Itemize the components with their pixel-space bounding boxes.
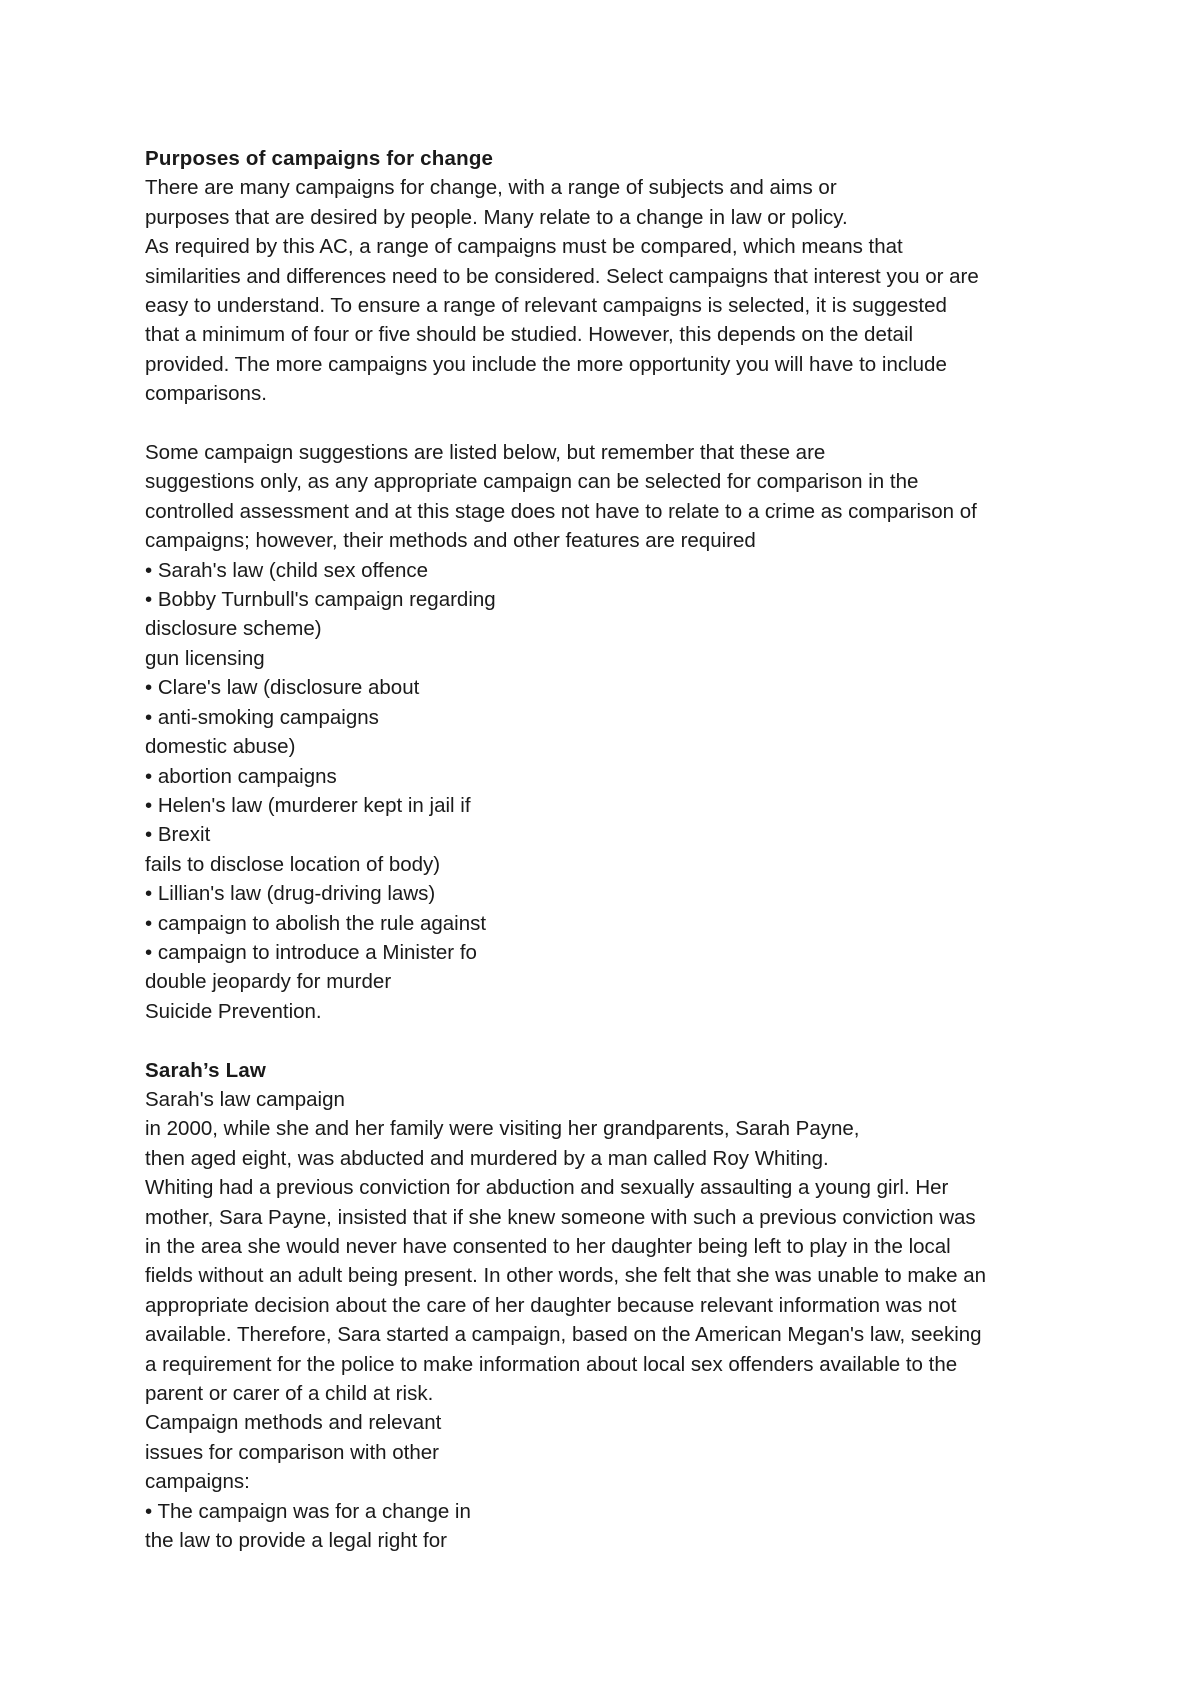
paragraph-line: then aged eight, was abducted and murdered by a man called Roy Whiting. — [145, 1146, 829, 1170]
list-item: double jeopardy for murder — [145, 970, 392, 994]
paragraph-line: appropriate decision about the care of her daughter because relevant information was not — [145, 1293, 957, 1317]
paragraph-line: fields without an adult being present. In other words, she felt that she was unable to make an — [145, 1264, 987, 1288]
paragraph-line: Some campaign suggestions are listed below, but remember that these are — [145, 441, 826, 465]
paragraph-line: campaigns: — [145, 1470, 250, 1494]
paragraph-line: easy to understand. To ensure a range of relevant campaigns is selected, it is suggested — [145, 294, 947, 318]
section-heading-purposes: Purposes of campaigns for change — [145, 147, 494, 170]
paragraph-line: mother, Sara Payne, insisted that if she knew someone with such a previous conviction was — [145, 1205, 976, 1229]
paragraph-line: controlled assessment and at this stage does not have to relate to a crime as comparison of — [145, 499, 977, 523]
list-item: • Sarah's law (child sex offence — [145, 558, 429, 582]
list-item: • campaign to abolish the rule against — [145, 911, 487, 935]
list-item: • Brexit — [145, 823, 211, 847]
paragraph-line: Whiting had a previous conviction for abduction and sexually assaulting a young girl. Her — [145, 1176, 949, 1200]
paragraph-line: suggestions only, as any appropriate campaign can be selected for comparison in the — [145, 470, 919, 494]
list-item: • The campaign was for a change in — [145, 1499, 471, 1523]
paragraph-line: provided. The more campaigns you include the more opportunity you will have to include — [145, 352, 947, 376]
list-item: • Helen's law (murderer kept in jail if — [145, 793, 471, 817]
list-item: • abortion campaigns — [145, 764, 337, 788]
list-item: fails to disclose location of body) — [145, 852, 441, 876]
paragraph-line: issues for comparison with other — [145, 1440, 439, 1464]
paragraph-line: Sarah's law campaign — [145, 1087, 345, 1111]
list-item: the law to provide a legal right for — [145, 1529, 447, 1553]
paragraph-line: campaigns; however, their methods and other features are required — [145, 529, 756, 553]
paragraph-line: that a minimum of four or five should be studied. However, this depends on the detail — [145, 323, 914, 347]
section-heading-sarahs-law: Sarah’s Law — [145, 1058, 267, 1082]
paragraph-line: purposes that are desired by people. Many relate to a change in law or policy. — [145, 205, 848, 229]
paragraph-line: parent or carer of a child at risk. — [145, 1382, 434, 1406]
paragraph-line: comparisons. — [145, 382, 267, 406]
paragraph-spacer — [145, 409, 1085, 438]
paragraph-line: available. Therefore, Sara started a campaign, based on the American Megan's law, seeking — [145, 1323, 982, 1347]
paragraph-line: in 2000, while she and her family were visiting her grandparents, Sarah Payne, — [145, 1117, 860, 1141]
list-item: • Clare's law (disclosure about — [145, 676, 420, 700]
paragraph-line: There are many campaigns for change, with a range of subjects and aims or — [145, 176, 837, 200]
list-item: • Bobby Turnbull's campaign regarding — [145, 588, 496, 612]
list-item: • campaign to introduce a Minister fo — [145, 940, 477, 964]
list-item: • Lillian's law (drug-driving laws) — [145, 882, 436, 906]
list-item: gun licensing — [145, 646, 265, 670]
paragraph-line: similarities and differences need to be considered. Select campaigns that interest you or are — [145, 264, 979, 288]
paragraph-line: Campaign methods and relevant — [145, 1411, 442, 1435]
paragraph-line: As required by this AC, a range of campaigns must be compared, which means that — [145, 235, 903, 259]
list-item: disclosure scheme) — [145, 617, 322, 641]
list-item: • anti-smoking campaigns — [145, 705, 379, 729]
document-body — [145, 144, 1085, 1555]
list-item: domestic abuse) — [145, 735, 296, 759]
paragraph-line: in the area she would never have consented to her daughter being left to play in the local — [145, 1235, 951, 1258]
paragraph-line: a requirement for the police to make information about local sex offenders available to the — [145, 1352, 958, 1376]
list-item: Suicide Prevention. — [145, 999, 322, 1023]
paragraph-spacer — [145, 1026, 1085, 1055]
